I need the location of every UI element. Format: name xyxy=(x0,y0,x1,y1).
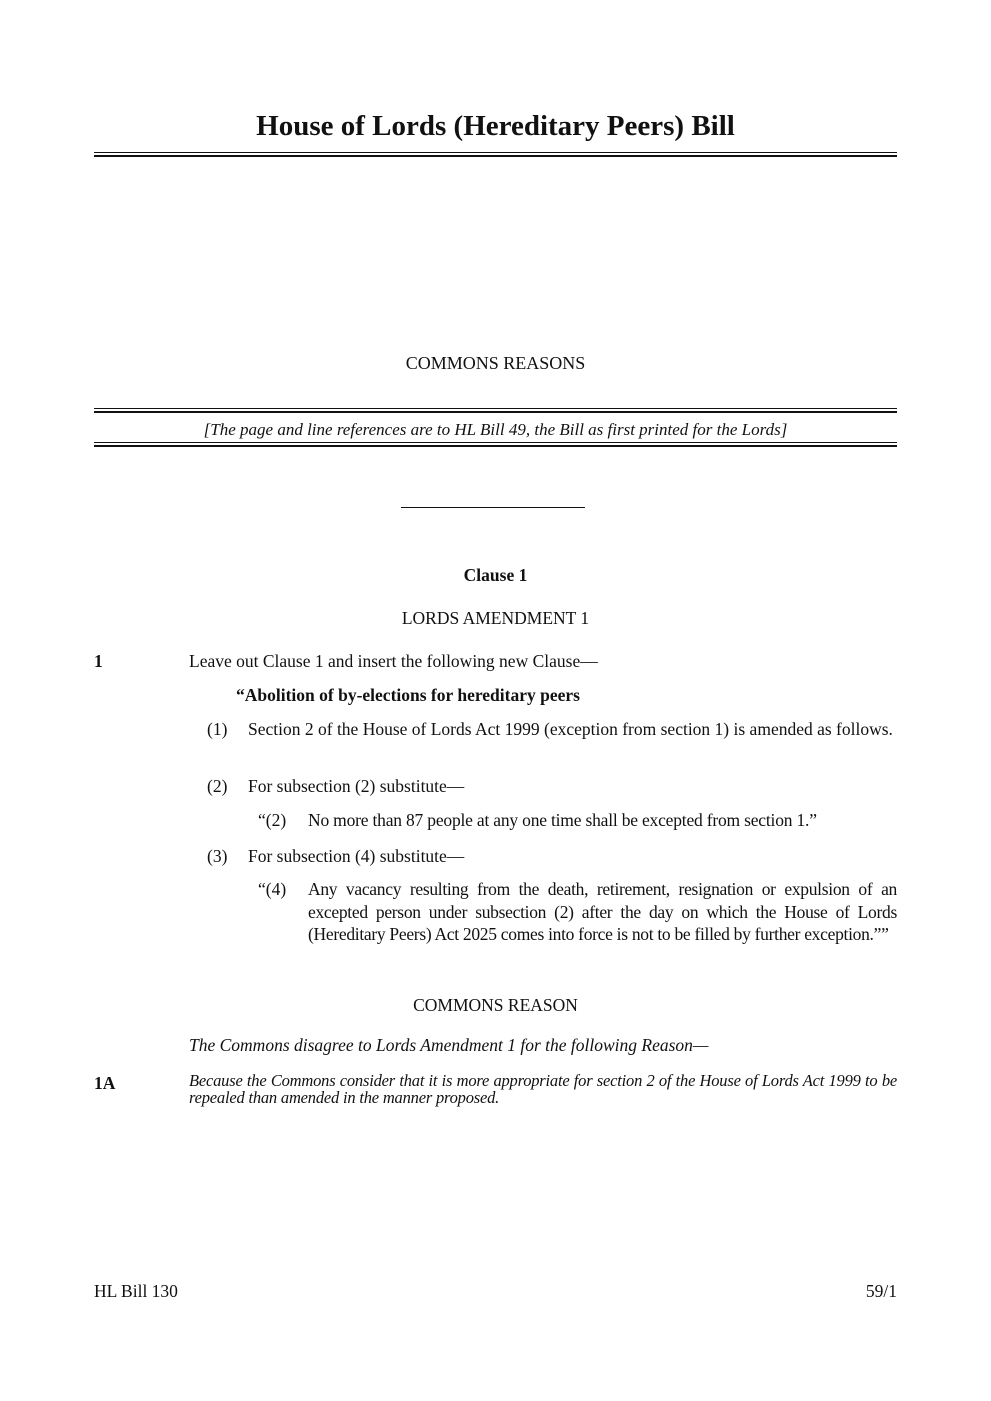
commons-reason-heading: COMMONS REASON xyxy=(413,995,578,1015)
amendment-intro: Leave out Clause 1 and insert the following new Clause— xyxy=(189,651,598,671)
rule-bottom xyxy=(94,442,897,447)
reference-note: [The page and line references are to HL Bill 49, the Bill as first printed for the Lords] xyxy=(203,420,788,439)
title-rule xyxy=(94,152,897,157)
subsection-text: For subsection (4) substitute— xyxy=(248,846,465,866)
subsection-text: For subsection (2) substitute— xyxy=(248,776,465,796)
subsection-text: Section 2 of the House of Lords Act 1999 (exception from section 1) is amended as follows. xyxy=(248,719,893,739)
commons-reasons-heading: COMMONS REASONS xyxy=(405,353,586,373)
reason-number: 1A xyxy=(94,1073,116,1093)
quoted-subsection-text: No more than 87 people at any one time shall be excepted from section 1.” xyxy=(308,810,817,830)
short-divider xyxy=(401,507,585,508)
bill-title: House of Lords (Hereditary Peers) Bill xyxy=(256,110,735,142)
reason-intro: The Commons disagree to Lords Amendment 1 for the following Reason— xyxy=(189,1035,709,1055)
rule-top xyxy=(94,408,897,413)
subsection-number: (1) xyxy=(207,719,228,739)
quoted-subsection-number: “(2) xyxy=(258,810,287,830)
footer-page-ref: 59/1 xyxy=(865,1281,897,1301)
footer-bill-number: HL Bill 130 xyxy=(94,1281,178,1301)
subsection-number: (2) xyxy=(207,776,228,796)
quoted-subsection-text: Any vacancy resulting from the death, retirement, resignation or expulsion of an excepted person under subsection (2) after the day on which the House of Lords (Hereditary Peers) Act 2025 comes into force is not to be filled by further exception.”” xyxy=(308,879,897,944)
amendment-heading: LORDS AMENDMENT 1 xyxy=(401,608,590,628)
subsection-number: (3) xyxy=(207,846,228,866)
new-clause-title: “Abolition of by-elections for hereditary peers xyxy=(236,685,580,705)
clause-heading: Clause 1 xyxy=(463,565,528,585)
quoted-subsection-number: “(4) xyxy=(258,879,287,899)
amendment-number: 1 xyxy=(94,651,103,671)
reason-text: Because the Commons consider that it is more appropriate for section 2 of the House of Lords Act 1999 to be repealed than amended in the manner proposed. xyxy=(189,1071,897,1107)
